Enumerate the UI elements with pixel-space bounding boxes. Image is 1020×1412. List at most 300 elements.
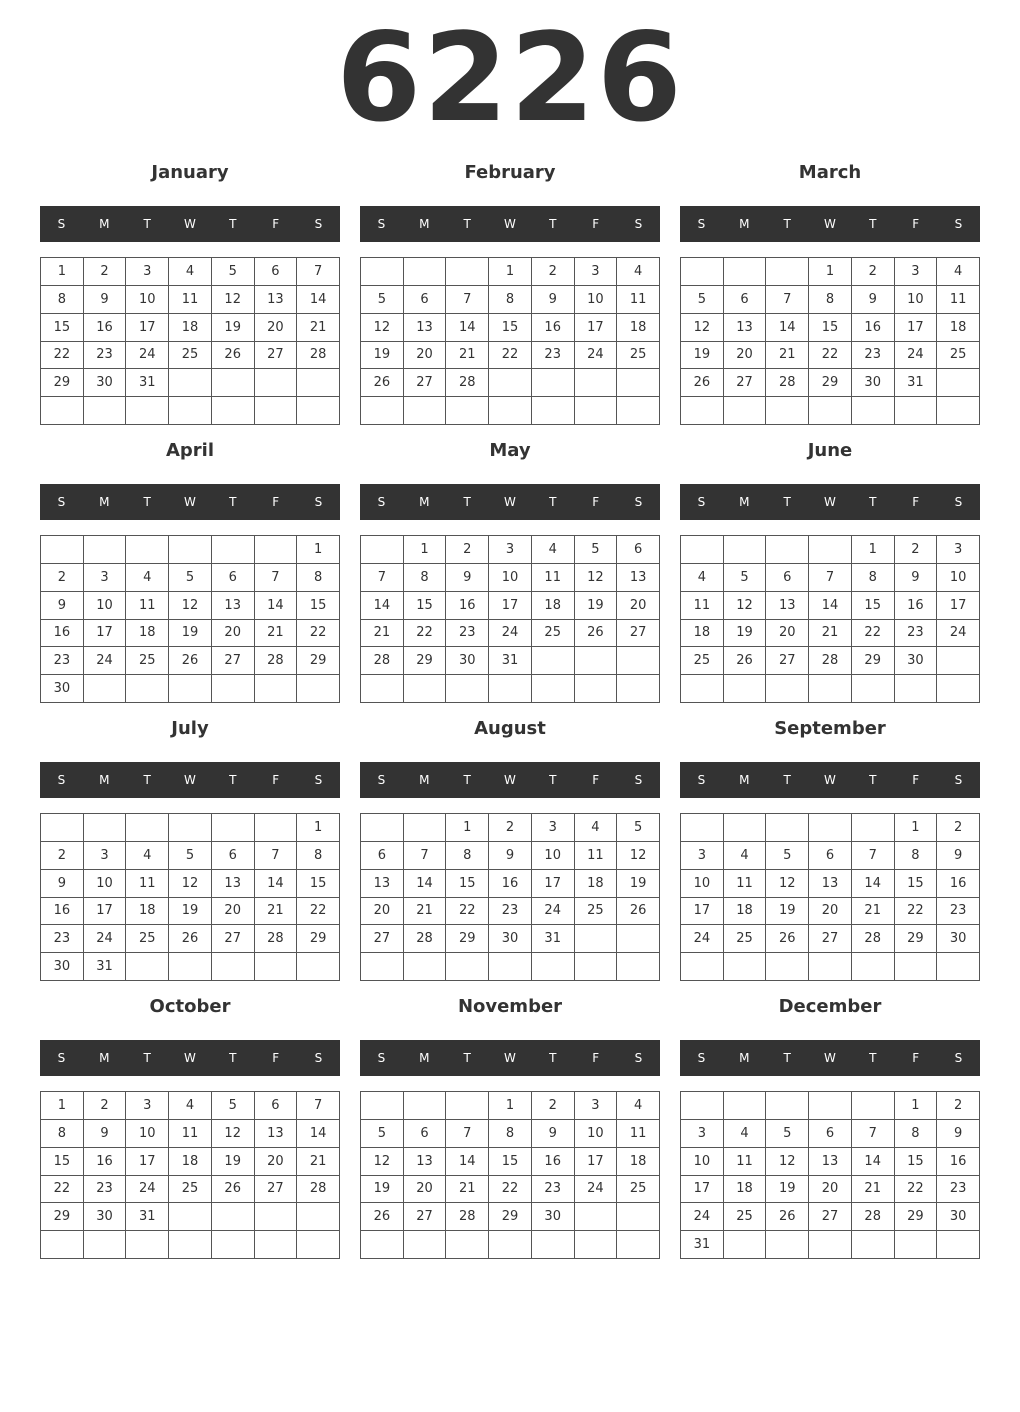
weekday-label: S [377,495,386,509]
day-cell: 17 [575,314,618,342]
day-cell: 28 [809,647,852,675]
day-cell: 23 [937,1176,980,1204]
day-cell: 28 [297,1176,340,1204]
day-cell: 3 [681,842,724,870]
day-cell: 18 [681,620,724,648]
day-cell: 14 [446,314,489,342]
day-cell: 24 [895,342,938,370]
weekday-label: T [549,217,557,231]
day-cell: 29 [489,1203,532,1231]
empty-day-cell [575,953,618,981]
day-cell: 14 [446,1148,489,1176]
day-cell: 17 [681,1176,724,1204]
day-cell: 21 [404,898,447,926]
day-cell: 23 [852,342,895,370]
weekday-label: T [549,773,557,787]
empty-day-cell [255,953,298,981]
day-cell: 11 [617,286,660,314]
day-cell: 6 [724,286,767,314]
day-cell: 1 [297,814,340,842]
day-cell: 9 [84,1120,127,1148]
day-cell: 24 [84,925,127,953]
day-cell: 5 [361,286,404,314]
day-cell: 22 [446,898,489,926]
empty-day-cell [575,1231,618,1259]
day-cell: 25 [126,925,169,953]
day-cell: 6 [766,564,809,592]
weekday-header [40,206,340,242]
weekday-label: T [869,773,877,787]
day-cell: 25 [681,647,724,675]
day-cell: 1 [489,1092,532,1120]
day-cell: 4 [169,258,212,286]
weekday-label: T [143,773,151,787]
day-cell: 3 [126,1092,169,1120]
empty-day-cell [169,369,212,397]
day-cell: 8 [297,564,340,592]
day-cell: 25 [126,647,169,675]
day-cell: 24 [126,342,169,370]
day-cell: 5 [766,1120,809,1148]
empty-day-cell [489,369,532,397]
day-cell: 21 [852,1176,895,1204]
day-cell: 30 [41,675,84,703]
day-cell: 17 [126,1148,169,1176]
day-cell: 23 [532,342,575,370]
weekday-label: S [57,495,66,509]
weekday-label: W [824,217,836,231]
day-cell: 13 [404,314,447,342]
day-cell: 12 [169,870,212,898]
day-cell: 11 [617,1120,660,1148]
day-cell: 16 [489,870,532,898]
day-cell: 21 [361,620,404,648]
day-cell: 8 [489,1120,532,1148]
empty-day-cell [41,1231,84,1259]
weekday-label: T [229,217,237,231]
day-cell: 15 [41,1148,84,1176]
day-cell: 28 [297,342,340,370]
month-name: April [165,440,215,461]
day-cell: 12 [212,286,255,314]
day-cell: 2 [937,1092,980,1120]
weekday-label: M [419,495,430,509]
day-cell: 3 [575,258,618,286]
empty-day-cell [532,369,575,397]
weekday-header [360,1040,660,1076]
weekday-header [680,484,980,520]
weekday-label: M [99,495,110,509]
day-cell: 18 [617,1148,660,1176]
day-cell: 16 [84,314,127,342]
day-cell: 15 [895,1148,938,1176]
day-cell: 18 [937,314,980,342]
day-cell: 20 [255,314,298,342]
weekday-label: T [463,217,471,231]
empty-day-cell [212,397,255,425]
empty-day-cell [169,1203,212,1231]
empty-day-cell [809,675,852,703]
day-cell: 25 [532,620,575,648]
empty-day-cell [404,814,447,842]
day-cell: 15 [489,1148,532,1176]
day-cell: 14 [852,1148,895,1176]
day-cell: 7 [297,1092,340,1120]
day-cell: 15 [297,592,340,620]
day-cell: 2 [489,814,532,842]
day-cell: 25 [169,342,212,370]
day-cell: 17 [126,314,169,342]
empty-day-cell [766,953,809,981]
day-cell: 9 [895,564,938,592]
day-cell: 15 [489,314,532,342]
day-cell: 22 [852,620,895,648]
day-cell: 3 [489,536,532,564]
day-cell: 9 [84,286,127,314]
month-name: June [807,440,853,461]
day-cell: 10 [681,870,724,898]
day-cell: 1 [852,536,895,564]
empty-day-cell [575,675,618,703]
day-cell: 9 [489,842,532,870]
day-cell: 8 [809,286,852,314]
empty-day-cell [212,675,255,703]
day-cell: 18 [169,1148,212,1176]
weekday-label: T [549,1051,557,1065]
day-cell: 10 [681,1148,724,1176]
empty-day-cell [532,675,575,703]
day-cell: 31 [126,1203,169,1231]
day-cell: 15 [41,314,84,342]
day-cell: 19 [212,1148,255,1176]
day-cell: 19 [766,1176,809,1204]
day-cell: 18 [724,898,767,926]
weekday-label: S [314,217,323,231]
empty-day-cell [212,1203,255,1231]
day-cell: 24 [575,342,618,370]
day-cell: 14 [297,1120,340,1148]
day-cell: 7 [446,1120,489,1148]
weekday-label: W [504,773,516,787]
day-cell: 18 [532,592,575,620]
empty-day-cell [169,536,212,564]
day-cell: 29 [446,925,489,953]
weekday-label: M [739,1051,750,1065]
empty-day-cell [404,953,447,981]
weekday-label: S [57,1051,66,1065]
month-name: November [457,996,563,1017]
empty-day-cell [724,1092,767,1120]
day-cell: 10 [84,870,127,898]
day-cell: 5 [212,258,255,286]
weekday-label: F [912,773,920,787]
day-cell: 9 [532,1120,575,1148]
day-cell: 10 [489,564,532,592]
weekday-label: S [377,773,386,787]
day-cell: 26 [212,1176,255,1204]
day-cell: 11 [724,1148,767,1176]
day-cell: 2 [84,1092,127,1120]
day-cell: 2 [895,536,938,564]
empty-day-cell [126,1231,169,1259]
empty-day-cell [361,953,404,981]
day-cell: 21 [446,342,489,370]
day-cell: 24 [575,1176,618,1204]
empty-day-cell [361,536,404,564]
day-cell: 14 [766,314,809,342]
day-cell: 24 [681,925,724,953]
day-cell: 19 [361,1176,404,1204]
day-grid [40,535,340,703]
day-cell: 17 [937,592,980,620]
day-grid [360,257,660,425]
empty-day-cell [169,1231,212,1259]
weekday-label: S [697,1051,706,1065]
day-cell: 5 [724,564,767,592]
weekday-label: M [739,495,750,509]
weekday-label: M [419,773,430,787]
weekday-label: S [634,773,643,787]
day-cell: 22 [297,898,340,926]
empty-day-cell [852,675,895,703]
day-cell: 12 [212,1120,255,1148]
day-cell: 31 [84,953,127,981]
empty-day-cell [212,953,255,981]
day-grid [680,1091,980,1259]
day-cell: 12 [681,314,724,342]
day-cell: 14 [852,870,895,898]
day-cell: 13 [255,1120,298,1148]
weekday-header [360,206,660,242]
day-cell: 7 [852,842,895,870]
day-cell: 13 [617,564,660,592]
day-cell: 21 [766,342,809,370]
day-cell: 17 [895,314,938,342]
empty-day-cell [532,647,575,675]
day-cell: 10 [126,286,169,314]
day-cell: 21 [255,620,298,648]
day-cell: 23 [84,342,127,370]
day-cell: 30 [937,1203,980,1231]
day-cell: 18 [575,870,618,898]
day-cell: 6 [255,1092,298,1120]
empty-day-cell [617,397,660,425]
day-cell: 26 [361,369,404,397]
day-cell: 29 [895,925,938,953]
day-cell: 1 [41,258,84,286]
empty-day-cell [126,397,169,425]
day-cell: 10 [937,564,980,592]
day-cell: 31 [532,925,575,953]
weekday-label: S [377,1051,386,1065]
weekday-label: M [739,773,750,787]
empty-day-cell [724,953,767,981]
empty-day-cell [766,1092,809,1120]
day-cell: 9 [41,870,84,898]
day-cell: 6 [404,1120,447,1148]
weekday-label: W [184,1051,196,1065]
day-cell: 3 [937,536,980,564]
month-name: July [171,718,209,739]
day-cell: 5 [212,1092,255,1120]
weekday-label: T [143,495,151,509]
day-grid [360,535,660,703]
weekday-label: T [869,495,877,509]
day-cell: 10 [895,286,938,314]
empty-day-cell [681,675,724,703]
empty-day-cell [617,369,660,397]
day-cell: 19 [766,898,809,926]
weekday-label: S [954,217,963,231]
weekday-header [40,484,340,520]
day-cell: 7 [809,564,852,592]
empty-day-cell [575,925,618,953]
day-cell: 1 [41,1092,84,1120]
day-cell: 13 [255,286,298,314]
day-cell: 7 [255,842,298,870]
empty-day-cell [404,258,447,286]
day-cell: 3 [532,814,575,842]
month-name: December [778,996,882,1017]
day-cell: 22 [404,620,447,648]
day-cell: 14 [809,592,852,620]
day-cell: 22 [297,620,340,648]
day-cell: 7 [446,286,489,314]
day-cell: 12 [724,592,767,620]
day-cell: 6 [212,564,255,592]
day-cell: 27 [809,925,852,953]
day-cell: 22 [41,342,84,370]
empty-day-cell [297,675,340,703]
weekday-label: W [504,495,516,509]
day-cell: 24 [937,620,980,648]
day-cell: 30 [532,1203,575,1231]
day-cell: 13 [361,870,404,898]
day-cell: 14 [297,286,340,314]
day-cell: 18 [169,314,212,342]
day-cell: 23 [489,898,532,926]
weekday-header [360,762,660,798]
day-cell: 14 [361,592,404,620]
day-cell: 17 [84,898,127,926]
day-cell: 2 [852,258,895,286]
empty-day-cell [809,953,852,981]
day-cell: 5 [766,842,809,870]
empty-day-cell [809,814,852,842]
weekday-header [680,206,980,242]
day-cell: 6 [404,286,447,314]
day-cell: 29 [809,369,852,397]
day-cell: 8 [297,842,340,870]
day-cell: 7 [361,564,404,592]
weekday-label: S [314,1051,323,1065]
day-cell: 19 [617,870,660,898]
day-cell: 23 [41,925,84,953]
empty-day-cell [617,675,660,703]
day-cell: 25 [617,342,660,370]
month-name: March [798,162,862,183]
empty-day-cell [532,397,575,425]
weekday-label: W [184,217,196,231]
month-name: October [149,996,231,1017]
day-cell: 25 [724,1203,767,1231]
weekday-label: S [954,1051,963,1065]
empty-day-cell [361,675,404,703]
day-cell: 28 [255,925,298,953]
day-cell: 30 [41,953,84,981]
day-grid [680,257,980,425]
day-cell: 26 [681,369,724,397]
day-cell: 8 [41,1120,84,1148]
day-cell: 10 [532,842,575,870]
month-name: May [489,440,531,461]
weekday-label: S [57,217,66,231]
empty-day-cell [404,1231,447,1259]
weekday-label: W [824,1051,836,1065]
day-cell: 20 [404,342,447,370]
empty-day-cell [126,814,169,842]
day-cell: 17 [489,592,532,620]
day-cell: 10 [126,1120,169,1148]
weekday-label: S [954,773,963,787]
day-grid [360,813,660,981]
day-cell: 27 [404,369,447,397]
empty-day-cell [937,1231,980,1259]
day-cell: 28 [361,647,404,675]
empty-day-cell [41,397,84,425]
day-cell: 9 [852,286,895,314]
day-cell: 8 [852,564,895,592]
empty-day-cell [766,397,809,425]
day-cell: 29 [297,647,340,675]
day-cell: 25 [575,898,618,926]
empty-day-cell [489,953,532,981]
day-cell: 16 [84,1148,127,1176]
day-cell: 12 [766,870,809,898]
empty-day-cell [895,953,938,981]
empty-day-cell [852,1231,895,1259]
day-cell: 28 [255,647,298,675]
day-cell: 8 [489,286,532,314]
empty-day-cell [532,953,575,981]
day-cell: 13 [404,1148,447,1176]
month-name: September [774,718,886,739]
month-name: February [464,162,556,183]
day-cell: 21 [255,898,298,926]
empty-day-cell [724,397,767,425]
weekday-label: T [783,495,791,509]
day-cell: 20 [404,1176,447,1204]
day-cell: 13 [724,314,767,342]
day-cell: 7 [255,564,298,592]
empty-day-cell [41,536,84,564]
day-cell: 27 [617,620,660,648]
day-cell: 20 [724,342,767,370]
day-cell: 8 [41,286,84,314]
empty-day-cell [255,675,298,703]
day-cell: 26 [169,925,212,953]
day-cell: 4 [532,536,575,564]
empty-day-cell [212,369,255,397]
day-cell: 6 [255,258,298,286]
empty-day-cell [297,953,340,981]
day-cell: 19 [361,342,404,370]
weekday-header [680,1040,980,1076]
day-cell: 13 [212,592,255,620]
day-cell: 3 [126,258,169,286]
day-cell: 18 [724,1176,767,1204]
weekday-label: T [143,1051,151,1065]
